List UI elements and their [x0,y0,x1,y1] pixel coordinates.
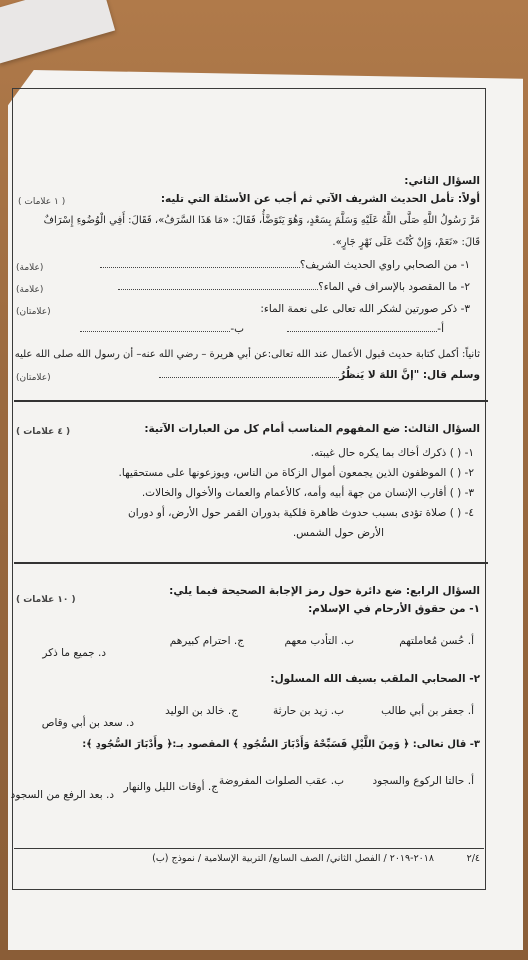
q2-part1: أولاً: تأمل الحديث الشريف الآتي ثم أجب عن الأسئلة التي تليه: [160,193,480,205]
q2-part2-hadith: وسلم قال: "إنَّ اللهَ لا يَنظُرُ [339,369,480,381]
q4-title: السؤال الرابع: ضع دائرة حول رمز الإجابة الصحيحة فيما يلي: [169,585,480,597]
q4-q1-option-c[interactable]: ج. احترام كبيرهم [169,635,244,647]
q3-item-2: ٢- ( ) الموظفون الذين يجمعون أموال الزكاة من الناس، ويوزعونها على مستحقيها. [118,467,474,479]
q4-q2-option-b[interactable]: ب. زيد بن حارثة [273,705,344,717]
q4-q3-option-a[interactable]: أ. حالتا الركوع والسجود [372,775,474,787]
q4-q2-option-d[interactable]: د. سعد بن أبي وقاص [41,717,134,729]
page-number: ٢/٤ [466,853,480,864]
q2-item-1-mark: (علامة) [16,263,44,273]
q3-item-1: ١- ( ) ذكرك أخاك بما يكره حال غيبته. [310,447,474,459]
q3-item-4-cont: الأرض حول الشمس. [292,527,384,539]
q2-item-2 [114,280,470,294]
q2-item-3-mark: (علامتان) [16,307,51,317]
q4-q1: ١- من حقوق الأرحام في الإسلام: [308,603,480,615]
q4-q3-option-b[interactable]: ب. عقب الصلوات المفروضة [219,775,344,787]
background-paper-corner [0,0,115,63]
q2-title: السؤال الثاني: [404,175,480,187]
q4-q1-option-d[interactable]: د. جميع ما ذكر [42,647,106,659]
q2-item-3-b-label: ب- [230,323,244,335]
q4-q3-option-c[interactable]: ج. أوقات الليل والنهار [123,781,218,793]
footer-text: ٢٠١٨-٢٠١٩ / الفصل الثاني/ الصف السابع/ التربية الإسلامية / نموذج (ب) [152,853,434,864]
q2-part2-mark: (علامتان) [16,373,51,383]
q4-q3: ٣- قال تعالى: ﴿ وَمِنَ اللَّيْلِ فَسَبِّحْهُ وَأَدْبَارَ السُّجُودِ ﴾ المقصود بـ:﴿ وأَدْبَارَ السُّجُودِ ﴾: [82,739,480,750]
q4-q2: ٢- الصحابي الملقب بسيف الله المسلول: [270,673,480,685]
hadith-line-1: مَرَّ رَسُولُ اللَّهِ صَلَّى اللَّهُ عَلَيْهِ وَسَلَّمَ بِسَعْدٍ، وَهُوَ يَتَوَضَّأُ، فَقَالَ: «مَا هَذَا السَّرَفُ»، فَقَالَ: أَفِي الْوُضُوءِ إِسْرَافٌ [43,215,480,226]
q4-q3-option-d[interactable]: د. بعد الرفع من السجود [10,789,114,801]
q2-item-2-mark: (علامة) [16,285,44,295]
q2-item-3-a-label: أ- [437,323,444,335]
q2-part2-line-2 [155,368,480,382]
q4-marks: ( ١٠ علامات ) [16,595,76,605]
answer-line[interactable] [159,369,339,378]
q4-q2-option-a[interactable]: أ. جعفر بن أبي طالب [381,705,474,717]
q2-item-1 [96,258,470,272]
q4-q1-option-a[interactable]: أ. حُسن مُعاملتهم [399,635,474,647]
page-footer [14,848,484,871]
q2-part1-marks: ( ١ علامات ) [18,197,66,207]
q4-q1-option-b[interactable]: ب. التأدب معهم [284,635,354,647]
q2-item-2-text: ٢- ما المقصود بالإسراف في الماء؟ [318,281,470,293]
answer-line[interactable] [287,323,437,332]
q3-title: السؤال الثالث: ضع المفهوم المناسب أمام كل من العبارات الآتية: [144,423,480,435]
q3-item-4: ٤- ( ) صلاة تؤدى بسبب حدوث ظاهرة فلكية بدوران القمر حول الأرض، أو دوران [127,507,474,519]
exam-page [10,150,484,890]
q3-item-3: ٣- ( ) أقارب الإنسان من جهة أبيه وأمه، كالأعمام والعمات والأخوال والخالات. [141,487,474,499]
hadith-line-2: قَالَ: «نَعَمْ، وَإِنْ كُنْتَ عَلَى نَهْرٍ جَارٍ». [332,237,480,248]
q2-item-3-a [283,322,444,336]
q2-item-3: ٣- ذكر صورتين لشكر الله تعالى على نعمة الماء: [260,303,470,315]
q3-marks: ( ٤ علامات ) [16,427,71,437]
section-divider [14,400,488,402]
answer-line[interactable] [118,281,318,290]
q4-q2-option-c[interactable]: ج. خالد بن الوليد [165,705,238,717]
answer-line[interactable] [80,323,230,332]
q2-item-1-text: ١- من الصحابي راوي الحديث الشريف؟ [299,259,470,271]
q2-item-3-b [76,322,244,336]
section-divider [14,562,488,564]
answer-line[interactable] [100,259,300,268]
q2-part2-line-1: ثانياً: أكمل كتابة حديث قبول الأعمال عند الله تعالى:عن أبي هريرة – رضي الله عنه– أن رسول الله صلى الله عليه [14,349,480,360]
